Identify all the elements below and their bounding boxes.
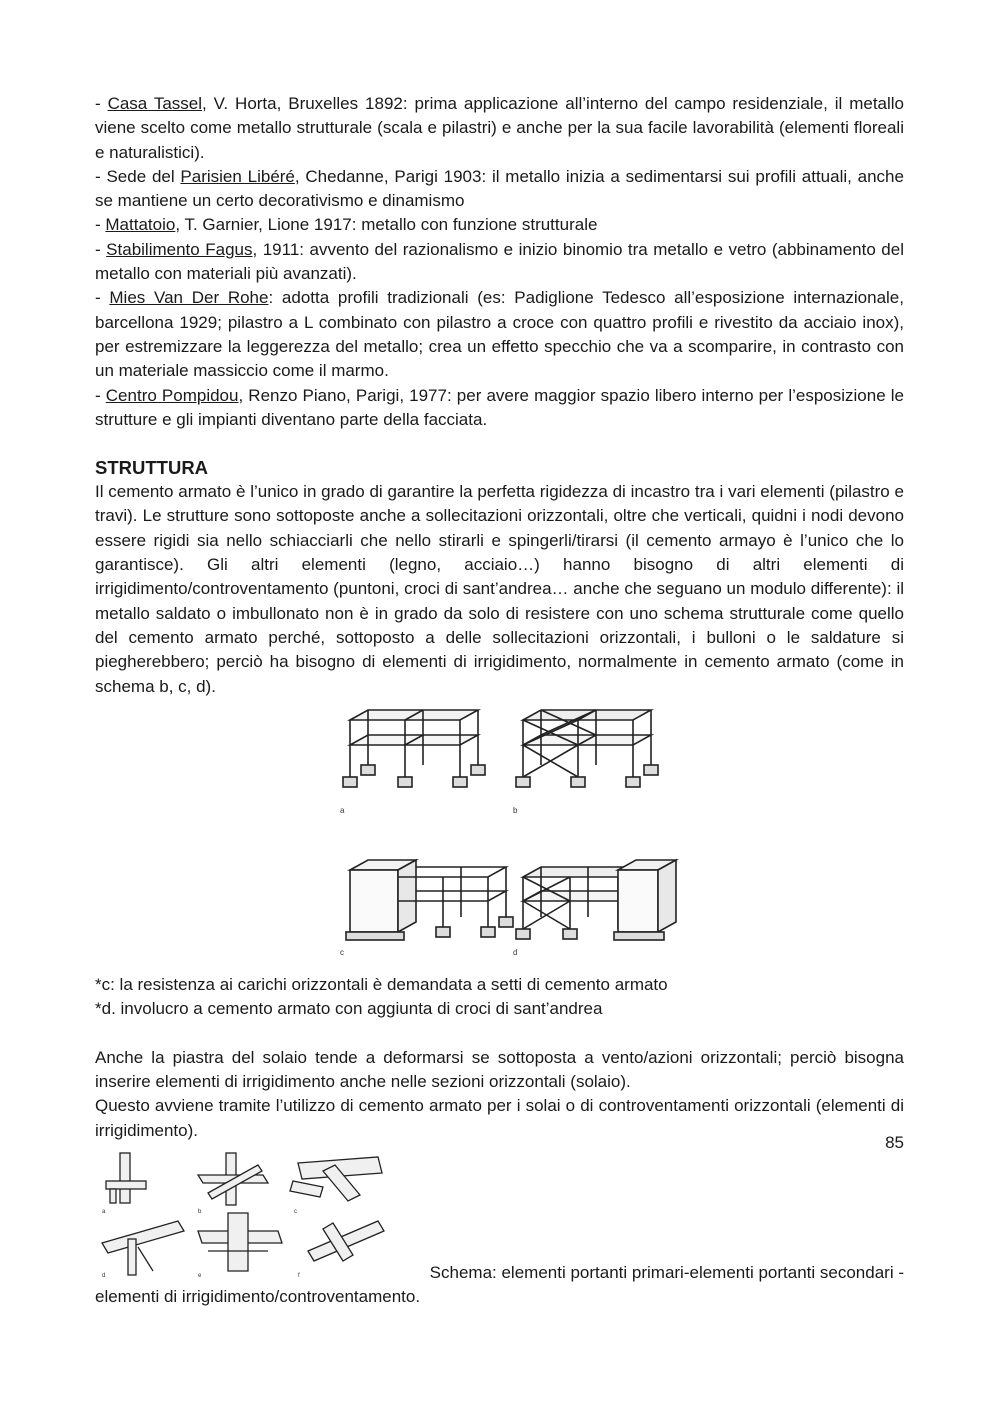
- section-body: Il cemento armato è l’unico in grado di garantire la perfetta rigidezza di incastro tra i vari elementi (pilastro e travi). Le strutture sono sottoposte anche a sollecitazioni orizzontali, oltre che verticali, quidni i nodi devono essere rigidi sia nello schiacciarli che nello stirarli e spingerli/tirarsi (il cemento armayo è l’unico che lo garantisce). Gli altri elementi (legno, acciaio…) hanno bisogno di altri elementi di irrigidimento/controventamento (puntoni, croci di sant’andrea… anche che seguano un modulo differente): il metallo saldato o imbullonato non è in grado da solo di resistere con uno schema strutturale come quello del cemento armato perché, sottoposto a delle sollecitazioni orizzontali, i bulloni o le saldature si piegherebbero; perciò ha bisogno di elementi di irrigidimento, normalmente in cemento armato (come in schema b, c, d).: [95, 482, 904, 696]
- history-item-pompidou: [95, 384, 904, 433]
- building-name: Mattatoio: [105, 215, 176, 235]
- spacer: [95, 432, 904, 456]
- history-text: , Chedanne, Parigi 1903: il metallo inizia a sedimentarsi sui profili attuali, anche se mantiene un certo decorativismo e dinamismo: [95, 166, 904, 211]
- figure-label-c: c: [340, 947, 344, 957]
- history-item-casa-tassel: [95, 92, 904, 165]
- joint-detail-c: [290, 1157, 382, 1201]
- figure-label-d: d: [513, 947, 518, 957]
- building-name: Parisien Libéré: [180, 166, 295, 186]
- history-text: , V. Horta, Bruxelles 1892: prima applicazione all’interno del campo residenziale, il metallo viene scelto come metallo strutturale (scala e pilastri) e anche per la sua facile lavorabilità (elementi floreali e naturalistici).: [95, 94, 905, 162]
- note-d: *d. involucro a cemento armato con aggiunta di croci di sant’andrea: [95, 999, 603, 1019]
- steel-joints-figure: [98, 1151, 388, 1283]
- figure-notes: [95, 973, 904, 1022]
- figure-label-b: b: [513, 805, 518, 815]
- note-c: *c: la resistenza ai carichi orizzontali è demandata a setti di cemento armato: [95, 975, 668, 995]
- schema-caption-line-2: elementi di irrigidimento/controventamento.: [95, 1286, 421, 1306]
- joint-label-b: b: [198, 1208, 202, 1215]
- joint-detail-a: [106, 1153, 146, 1203]
- spacer: [95, 1022, 904, 1046]
- history-item-mies: [95, 286, 904, 383]
- list-dash: -: [95, 239, 107, 259]
- list-dash: -: [95, 385, 106, 405]
- schema-row: [95, 1151, 904, 1285]
- history-prefix: - Sede del: [95, 166, 181, 186]
- frame-scheme-b: [516, 710, 658, 787]
- frame-scheme-d: [516, 860, 676, 940]
- history-item-parisien-libere: [95, 165, 904, 214]
- list-dash: -: [95, 215, 106, 235]
- architect-name: Mies Van Der Rohe: [109, 288, 269, 308]
- joint-label-e: e: [198, 1272, 202, 1279]
- joint-label-d: d: [102, 1272, 106, 1279]
- joint-label-a: a: [102, 1208, 106, 1215]
- list-dash: -: [95, 94, 108, 113]
- joint-label-f: f: [298, 1272, 300, 1279]
- page-body: [95, 92, 904, 1309]
- building-name: Centro Pompidou: [105, 385, 239, 405]
- history-text: , T. Garnier, Lione 1917: metallo con funzione strutturale: [175, 215, 598, 235]
- history-item-mattatoio: [95, 213, 904, 237]
- building-name: Casa Tassel: [107, 94, 203, 113]
- figure-label-a: a: [340, 805, 345, 815]
- building-name: Stabilimento Fagus: [106, 239, 253, 259]
- section-heading: STRUTTURA: [95, 457, 209, 479]
- history-text: , Renzo Piano, Parigi, 1977: per avere maggior spazio libero interno per l’esposizione le strutture e gli impianti diventano parte della facciata.: [95, 385, 904, 429]
- joint-label-c: c: [294, 1208, 297, 1215]
- frame-scheme-a: [343, 710, 485, 787]
- slab-paragraph-1: Anche la piastra del solaio tende a deformarsi se sottoposta a vento/azioni orizzontali; perciò bisogna inserire elementi di irrigidimento anche nelle sezioni orizzontali (solaio).: [95, 1047, 904, 1092]
- joint-detail-b: [198, 1153, 268, 1205]
- joint-detail-e: [198, 1213, 282, 1271]
- slab-paragraph-2: Questo avviene tramite l’utilizzo di cemento armato per i solai o di controventamenti orizzontali (elementi di irrigidimento).: [95, 1096, 904, 1140]
- frame-schemes-figure: [338, 705, 686, 960]
- page-number: 85: [885, 1133, 904, 1152]
- joint-detail-d: [102, 1221, 184, 1275]
- schema-caption-line-1: Schema: elementi portanti primari-elementi portanti secondari -: [429, 1262, 904, 1282]
- history-text: , 1911: avvento del razionalismo e inizio binomio tra metallo e vetro (abbinamento del metallo con materiali più avanzati).: [95, 239, 904, 284]
- history-item-fagus: [95, 238, 904, 287]
- frame-scheme-c: [346, 860, 513, 940]
- joint-detail-f: [308, 1221, 384, 1261]
- history-text: : adotta profili tradizionali (es: Padiglione Tedesco all’esposizione internazionale, barcellona 1929; pilastro a L combinato con pilastro a croce con quattro profili e rivestito da acciaio inox), per estremizzare la leggerezza del metallo; crea un effetto specchio che va a scomparire, in contrasto con un materiale massiccio come il marmo.: [95, 288, 904, 381]
- list-dash: -: [95, 288, 110, 308]
